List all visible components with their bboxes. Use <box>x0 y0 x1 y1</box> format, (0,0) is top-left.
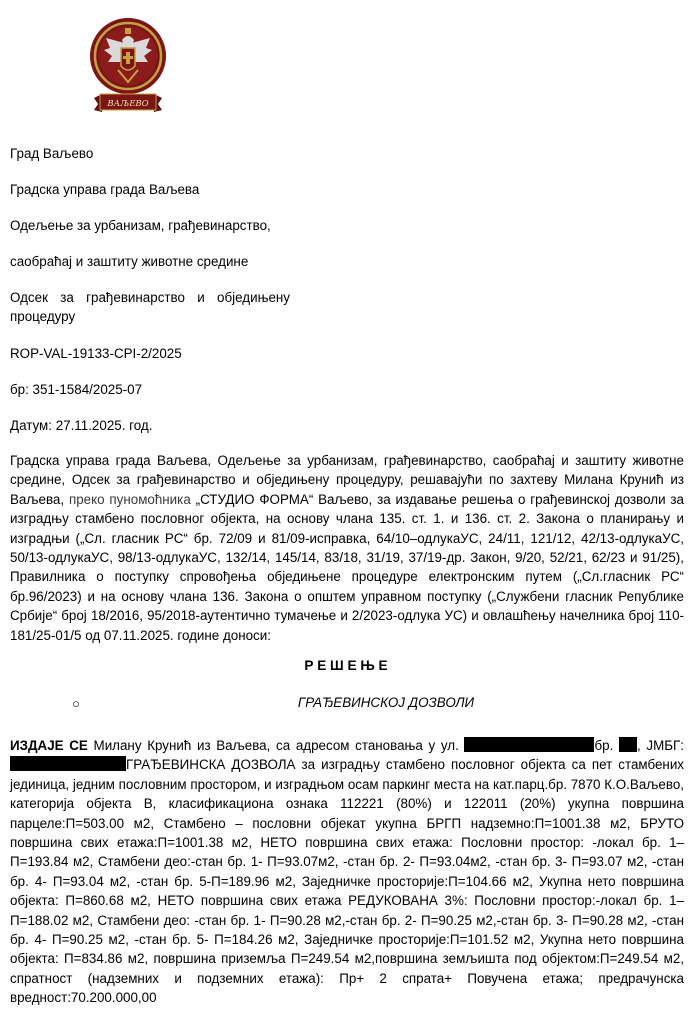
logo-banner-text: ВАЉЕВО <box>107 99 149 109</box>
decision-subtitle: ГРАЂЕВИНСКОЈ ДОЗВОЛИ <box>297 695 475 710</box>
intro-part3: „СТУДИО ФОРМА“ Ваљево, за издавање решења о грађевинској дозволи за изградњу стамбено пословног објекта, на основу члана 135. ст. 1. и 136. ст. 2. Закона о планирању и изградњи („Сл. гласник РС“ бр. 72/09 и 81/09-исправка, 64/10–одлукаУС, 24/11, 121/12, 42/13-одлукаУС, 50/13-одлукаУС, 98/13-одлукаУС, 132/14, 145/14, 83/18, 31/19, 37/19-др. Закон, 9/20, 52/21, 62/23 и 91/25), Правилника о поступку спровођења обједињене процедуре електронским путем („Сл.гласник РС“ бр.96/2023) и на основу члана 136. Закона о општем управном поступку („Службени гласник Републике Србије“ број 18/2016, 95/2018-аутентично тумачење и 2/2023-одлука УС) и овлашћењу начелника број 110-181/25-01/5 од 07.11.2025. године доноси: <box>10 491 684 643</box>
decision-text2: бр. <box>594 738 619 753</box>
intro-part1: Градска управа града Ваљева, Одељење за урбанизам, грађевинарство, саобраћај и заштиту животне средине, Одсек за грађевинарство и обједињену процедуру, решавајући по захтеву Милана Крунић из Ваљева, <box>10 453 684 507</box>
city-coat-of-arms-logo <box>88 14 168 124</box>
redacted-house-number <box>619 737 637 752</box>
decision-text1: Милану Крунић из Ваљева, са адресом становања у ул. <box>87 738 465 753</box>
redacted-jmbg <box>10 756 126 771</box>
header-department-line2: саобраћај и заштиту животне средине <box>10 254 249 269</box>
header-department-line1: Одељење за урбанизам, грађевинарство, <box>10 218 271 233</box>
decision-paragraph <box>10 736 684 1008</box>
decision-text3: , ЈМБГ: <box>636 738 684 753</box>
decision-text4: ГРАЂЕВИНСКА ДОЗВОЛА за изградњу стамбено пословног објекта са пет стамбених јединица, једним пословним простором, и изградњом осам паркинг места на кат.парц.бр. 7870 К.О.Ваљево, категорија објекта В, класификациона ознака 112221 (80%) и 122011 (20%) укупна површина парцеле:П=503.00 м2, Стамбено – пословни објекат укупна БРГП надземно:П=1001.38 м2, БРУТО површина свих етажа:П=1001.38 м2, НЕТО површина свих етажа: Пословни простор: -локал бр. 1– П=193.84 м2, Стамбени део:-стан бр. 1- П=93.07м2, -стан бр. 2- П=93.04м2, -стан бр. 3- П=93.07 м2, -стан бр. 4- П=93.04 м2, -стан бр. 5-П=189.96 м2, Заједничке просторије:П=104.66 м2, Укупна нето површина објекта: П=860.68 м2, НЕТО површина свих етажа РЕДУКОВАНА 3%: Пословни простор:-локал бр. 1– П=188.02 м2, Стамбени део: -стан бр. 1- П=90.28 м2,-стан бр. 2- П=90.25 м2,-стан бр. 3- П=90.28 м2, -стан бр. 4- П=90.25 м2, -стан бр. 5- П=184.26 м2, Заједничке просторије:П=101.52 м2, Укупна нето површина објекта: П=834.86 м2, површина приземља П=249.54 м2,површина земљишта под објектом:П=249.54 м2, спратност (надземних и подземних етажа): Пр+ 2 спрата+ Повучена етажа; предрачунска вредност:70.200.000,00 <box>10 757 684 1006</box>
bullet-circle: ○ <box>72 696 80 711</box>
redacted-street <box>464 737 594 752</box>
document-date: Датум: 27.11.2025. год. <box>10 418 153 433</box>
case-number: ROP-VAL-19133-CPI-2/2025 <box>10 346 182 361</box>
decision-title: Р Е Ш Е Њ Е <box>304 658 388 673</box>
decision-lead: ИЗДАЈЕ СЕ <box>10 738 88 753</box>
intro-paragraph <box>10 451 684 645</box>
reference-number: бр: 351-1584/2025-07 <box>10 382 143 397</box>
header-section: Одсек за грађевинарство и обједињену процедуру <box>10 290 290 324</box>
header-city: Град Ваљево <box>10 146 94 161</box>
header-authority: Градска управа града Ваљева <box>10 182 200 197</box>
intro-part2: преко пуномоћника <box>64 491 196 507</box>
